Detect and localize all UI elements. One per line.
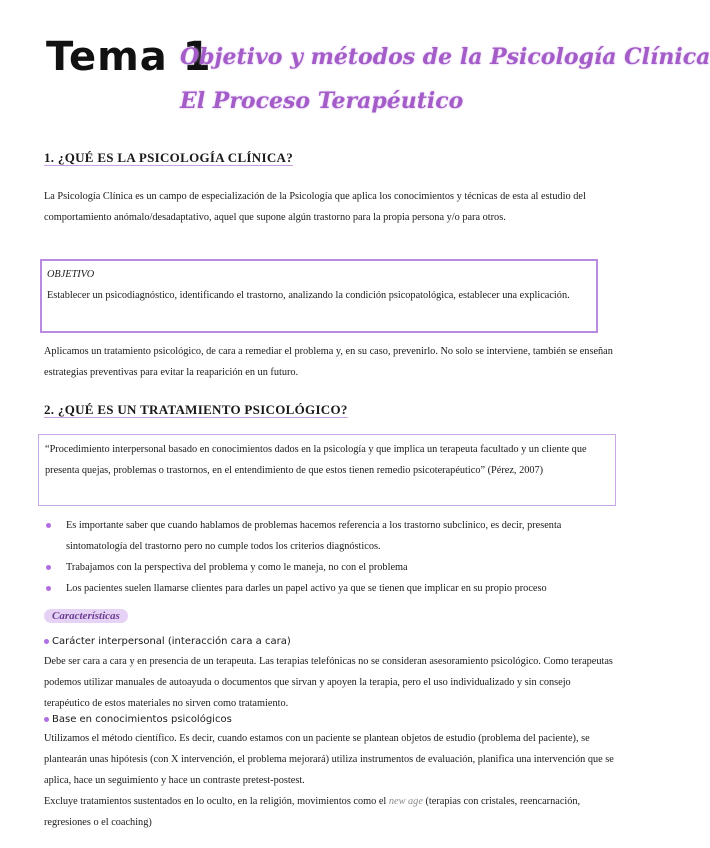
list-item: Es importante saber que cuando hablamos de problemas hacemos referencia a los trastorno subclínico, es decir, presenta sintomatología del trastorno pero no cumple todos los criterios diagnósticos. [44,515,624,557]
section2-heading: 2. ¿QUÉ ES UN TRATAMIENTO PSICOLÓGICO? [44,402,348,417]
section1-paragraph: La Psicología Clínica es un campo de especialización de la Psicología que aplica los conocimientos y técnicas de esta al estudio del comportamiento anómalo/desadaptativo, aquel que supone algún trastorno para la propia persona y/o para otros. [44,191,586,223]
objective-box [40,259,598,333]
tema-title: Tema 1 [46,34,212,80]
bullet-dot-icon [46,565,51,570]
item2-text2: Excluye tratamientos sustentados en lo oculto, en la religión, movimientos como el new age (terapias con cristales, reencarnación, regresiones o el coaching) [44,796,581,828]
list-item: Los pacientes suelen llamarse clientes para darles un papel activo ya que se tienen que implicar en su propio proceso [44,578,624,599]
item2-text: Utilizamos el método científico. Es decir, cuando estamos con un paciente se plantean objetos de estudio (problema del paciente), se plantearán unas hipótesis (con X intervención, el problema mejorará) utiliza instrumentos de evaluación, planifica una intervención que se aplica, hace un seguimiento y hace un contraste pretest-postest. [44,733,614,786]
caracteristicas-label: Características [44,609,128,623]
new-age-term: new age [388,796,423,807]
list-item: Trabajamos con la perspectiva del problema y como le maneja, no con el problema [44,557,624,578]
topic-title-line2: El Proceso Terapéutico [180,88,464,114]
item2-title: Base en conocimientos psicológicos [44,714,232,725]
bullet-list [44,515,624,599]
objective-label: OBJETIVO [47,269,95,280]
definition-quote: “Procedimiento interpersonal basado en conocimientos dados en la psicología y que implica un terapeuta facultado y un cliente que presenta quejas, problemas o trastornos, en el entendimiento de que estos tienen remedio psicoterapéutico” (Pérez, 2007) [45,444,587,476]
bullet-dot-icon [46,523,51,528]
section1-heading: 1. ¿QUÉ ES LA PSICOLOGÍA CLÍNICA? [44,150,294,165]
section1-paragraph2: Aplicamos un tratamiento psicológico, de cara a remediar el problema y, en su caso, prevenirlo. No solo se interviene, también se enseñan estrategias preventivas para evitar la reaparición en un futuro. [44,346,613,378]
item1-text: Debe ser cara a cara y en presencia de un terapeuta. Las terapias telefónicas no se consideran asesoramiento psicológico. Como terapeutas podemos utilizar manuales de autoayuda o documentos que sirvan y apoyen la terapia, pero el uso individualizado y sin consejo terapéutico de estos materiales no sirven como tratamiento. [44,656,613,709]
quote-box [38,434,616,506]
topic-title-line1: Objetivo y métodos de la Psicología Clínica [180,44,710,70]
bullet-dot-icon [44,639,49,644]
item1-title: Carácter interpersonal (interacción cara a cara) [44,636,291,647]
bullet-dot-icon [44,717,49,722]
bullet-dot-icon [46,586,51,591]
objective-text: Establecer un psicodiagnóstico, identificando el trastorno, analizando la condición psicopatológica, establecer una explicación. [47,290,570,301]
document-header [46,28,710,128]
